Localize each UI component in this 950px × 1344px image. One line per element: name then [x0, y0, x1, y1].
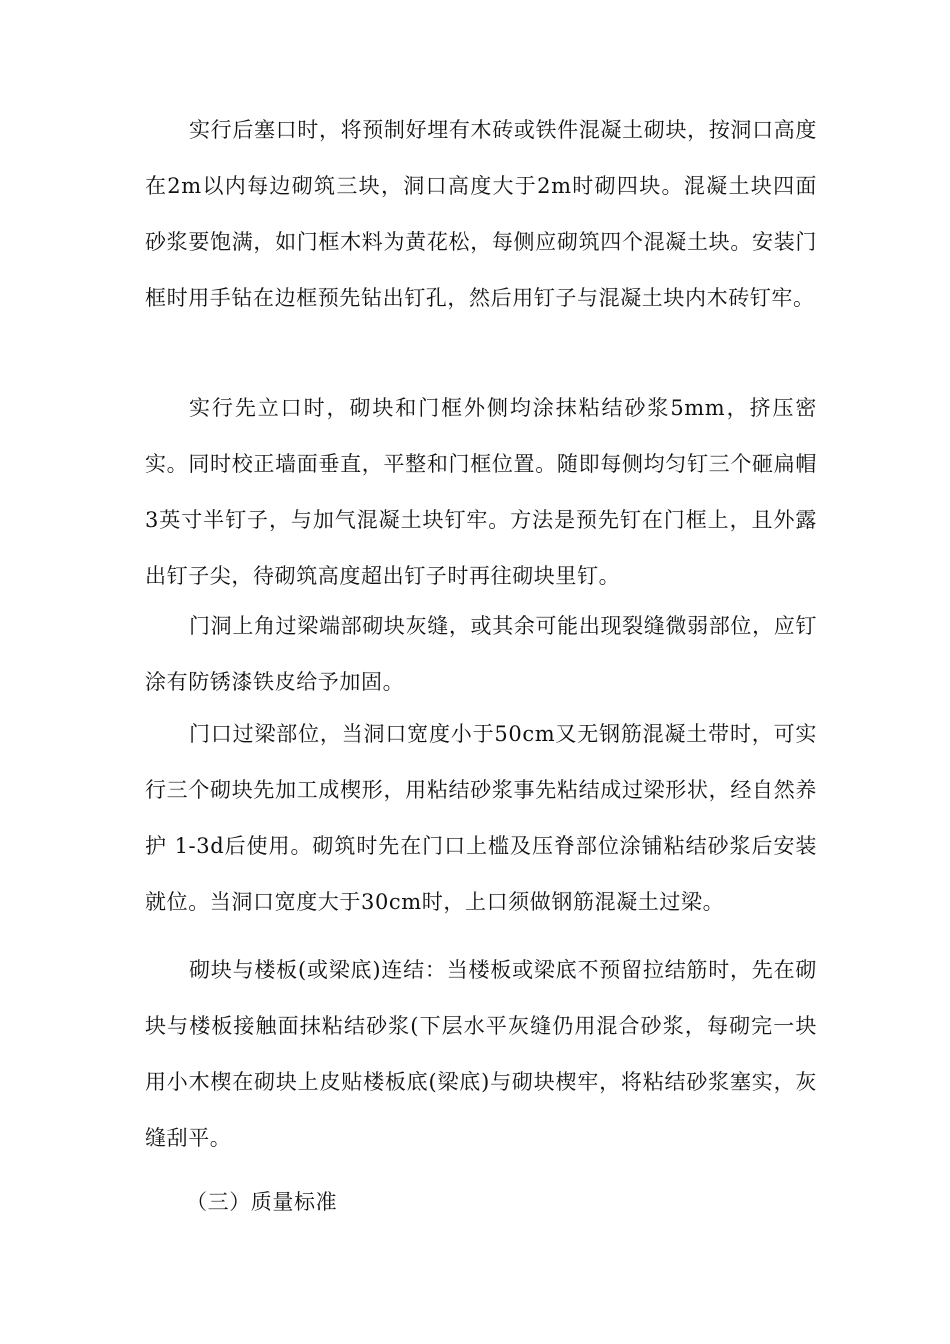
section-heading-quality-standard: （三）质量标准	[186, 1190, 338, 1214]
paragraph-block-slab-connection: 砌块与楼板(或梁底)连结：当楼板或梁底不预留拉结筋时，先在砌块与楼板接触面抹粘结砂浆(下层水平灰缝仍用混合砂浆，每砌完一块用小木楔在砌块上皮贴楼板底(梁底)与砌块楔牢，将粘结砂浆塞实，灰缝刮平。	[145, 958, 817, 1150]
paragraph-rear-plug-opening: 实行后塞口时，将预制好埋有木砖或铁件混凝土砌块，按洞口高度在2m以内每边砌筑三块，洞口高度大于2m时砌四块。混凝土块四面砂浆要饱满，如门框木料为黄花松，每侧应砌筑四个混凝土块。安装门框时用手钻在边框预先钻出钉孔，然后用钉子与混凝土块内木砖钉牢。	[145, 118, 817, 310]
paragraph-pre-set-frame: 实行先立口时，砌块和门框外侧均涂抹粘结砂浆5mm，挤压密实。同时校正墙面垂直，平整和门框位置。随即每侧均匀钉三个砸扁帽3英寸半钉子，与加气混凝土块钉牢。方法是预先钉在门框上，且外露出钉子尖，待砌筑高度超出钉子时再往砌块里钉。	[145, 396, 817, 588]
paragraph-door-lintel: 门口过梁部位，当洞口宽度小于50cm又无钢筋混凝土带时，可实行三个砌块先加工成楔形，用粘结砂浆事先粘结成过梁形状，经自然养护 1-3d后使用。砌筑时先在门口上槛及压脊部位涂铺粘结砂浆后安装就位。当洞口宽度大于30cm时，上口须做钢筋混凝土过梁。	[145, 722, 817, 914]
paragraph-lintel-corner-reinforcement: 门洞上角过梁端部砌块灰缝，或其余可能出现裂缝微弱部位，应钉涂有防锈漆铁皮给予加固。	[145, 614, 817, 694]
